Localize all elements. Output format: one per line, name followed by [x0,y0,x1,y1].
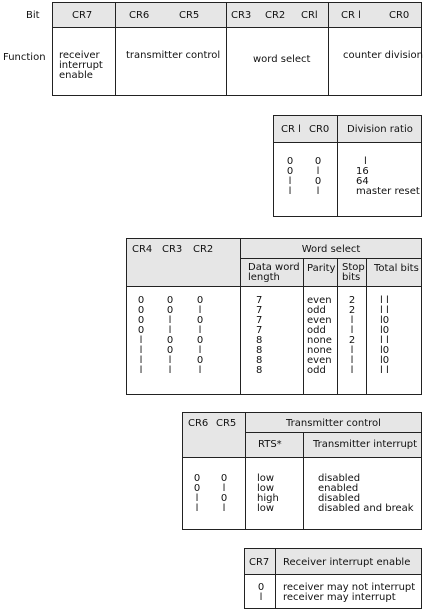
word-col-cr4: 0 0 0 0 l l l l [137,295,145,376]
transmitter-col-cr5: 0 l 0 l [220,473,228,514]
bit-cr3: CR3 [231,10,252,21]
bit-cr1-word: CRl [301,10,318,21]
transmitter-col-cr6: 0 0 l l [193,473,201,514]
transmitter-header-title: Transmitter control [286,418,381,429]
word-col-parity: even odd even odd none none even odd [307,295,332,376]
word-col-stop: 2 2 l l 2 l l l [348,295,356,376]
receiver-header-cr7: CR7 [249,557,270,568]
division-col-cr1: 0 0 l l [286,156,294,197]
receiver-col-text: receiver may not interrupt receiver may interrupt [283,582,416,603]
word-header-parity: Parity [307,263,336,274]
receiver-header-title: Receiver interrupt enable [283,557,411,568]
bit-row-label: Bit [26,10,40,21]
function-receiver-interrupt-enable: receiver interrupt enable [59,50,103,81]
transmitter-col-rts: low low high low [257,473,279,514]
word-header-stop: Stop bits [342,262,365,283]
function-word-select: word select [253,54,311,65]
transmitter-header-cr6: CR6 [188,418,209,429]
bit-cr2: CR2 [265,10,286,21]
bit-cr5: CR5 [179,10,200,21]
division-col-ratio: l 16 64 master reset [356,156,420,197]
word-col-total: l l l l l0 l0 l l l0 l0 l l [380,295,390,376]
division-col-cr0: 0 l 0 l [314,156,322,197]
bit-cr7: CR7 [72,10,93,21]
word-col-length: 7 7 7 7 8 8 8 8 [256,295,263,376]
word-header-total: Total bits [374,263,419,274]
division-header-cr0: CR0 [309,124,330,135]
word-header-cr3: CR3 [162,244,183,255]
transmitter-header-cr5: CR5 [216,418,237,429]
receiver-col-cr7: 0 l [257,582,265,603]
division-header-ratio: Division ratio [347,124,413,135]
word-col-cr3: 0 0 l l 0 0 l l [166,295,174,376]
word-header-length: Data word length [248,262,300,283]
word-header-cr2: CR2 [193,244,214,255]
function-transmitter-control: transmitter control [126,50,221,61]
bit-cr6: CR6 [129,10,150,21]
word-header-cr4: CR4 [132,244,153,255]
division-header-cr1: CR l [281,124,301,135]
word-col-cr2: 0 l 0 l 0 l 0 l [196,295,204,376]
bit-cr0: CR0 [389,10,410,21]
word-header-title: Word select [301,244,361,255]
transmitter-header-interrupt: Transmitter interrupt [313,439,418,450]
bit-cr1-counter: CR l [341,10,361,21]
function-counter-division: counter division [343,50,423,61]
transmitter-header-rts: RTS* [258,439,282,450]
function-row-label: Function [3,52,46,63]
transmitter-col-interrupt: disabled enabled disabled disabled and break [318,473,414,514]
